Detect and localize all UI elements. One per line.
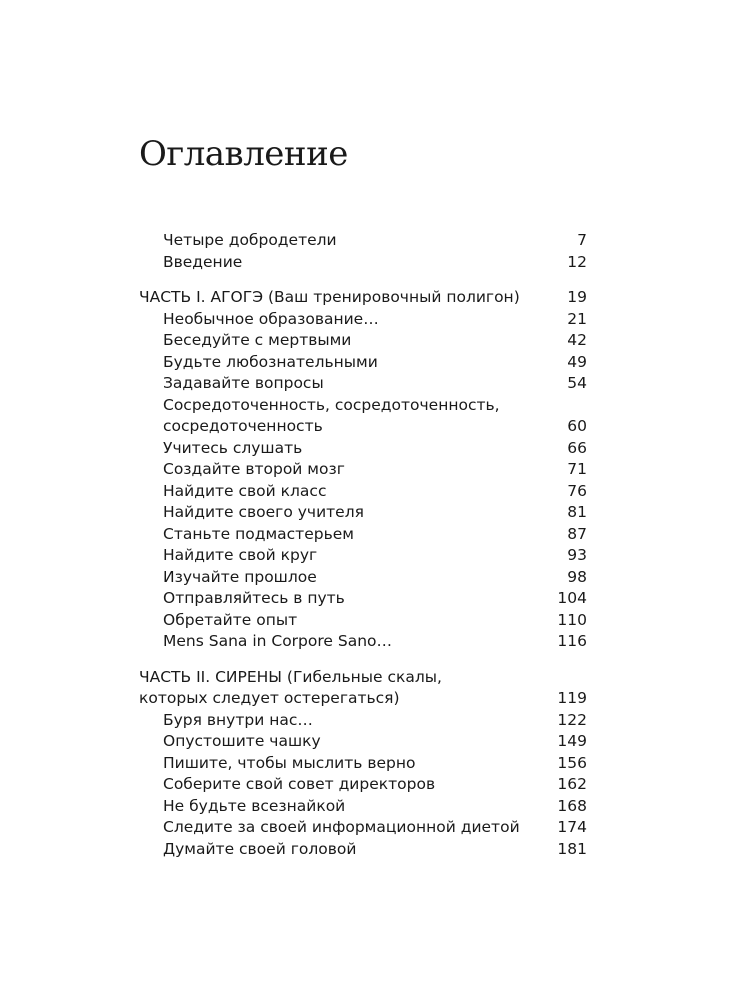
toc-entry (139, 631, 587, 653)
toc-entry (139, 373, 587, 395)
toc-entry-title: Будьте любознательными (163, 352, 378, 371)
toc-entry-page: 156 (557, 753, 587, 772)
toc-entry-page: 116 (557, 632, 587, 650)
toc-entry-page: 21 (567, 309, 587, 328)
toc-entry-page: 76 (567, 481, 587, 500)
toc-entry-page: 7 (577, 231, 587, 249)
toc-entry-title: Станьте подмастерьем (163, 524, 354, 543)
toc-entry (139, 796, 587, 818)
toc-entry (139, 230, 587, 252)
toc-entry-title: Соберите свой совет директоров (163, 775, 436, 793)
toc-entry-page: 81 (567, 503, 587, 521)
toc-part-page: 19 (567, 288, 587, 306)
toc-entry-page: 181 (557, 839, 587, 858)
toc-entry-title: Отправляйтесь в путь (163, 589, 345, 607)
toc-entry (139, 438, 587, 460)
toc-entry-title: Найдите свой класс (163, 481, 327, 500)
toc-entry (139, 710, 587, 732)
toc-entry-page: 93 (567, 546, 587, 564)
toc-entry (139, 567, 587, 589)
toc-entry (139, 774, 587, 796)
toc-entry-title: Не будьте всезнайкой (163, 796, 346, 815)
toc-entry-page: 174 (557, 818, 587, 836)
toc-entry-page: 98 (567, 567, 587, 586)
toc-entry (139, 524, 587, 546)
toc-entry-title: Найдите своего учителя (163, 503, 364, 521)
toc-entry-title: Буря внутри нас… (163, 710, 313, 729)
toc-entry-title: Обретайте опыт (163, 610, 298, 629)
toc-entry-page: 104 (557, 589, 587, 607)
toc-entry-line2 (139, 416, 587, 438)
toc-entry-page: 122 (557, 710, 587, 729)
toc-entry-page: 12 (567, 252, 587, 271)
toc-entry-title: Пишите, чтобы мыслить верно (163, 753, 416, 772)
toc-part-heading (139, 287, 587, 309)
toc-entry-title: Думайте своей головой (163, 839, 357, 858)
toc-entry-line1 (139, 395, 587, 417)
toc-part-title: ЧАСТЬ I. АГОГЭ (Ваш тренировочный полигон) (139, 288, 520, 306)
toc-entry (139, 330, 587, 352)
toc-entry-page: 54 (567, 374, 587, 392)
toc-entry-page: 110 (557, 610, 587, 629)
toc-entry-title: Изучайте прошлое (163, 567, 317, 586)
toc-entry (139, 839, 587, 861)
toc-part-heading-line1 (139, 667, 587, 689)
toc-entry-title: сосредоточенность (163, 417, 323, 435)
toc-entry (139, 252, 587, 274)
section-gap (139, 273, 587, 287)
toc-entry-title: Найдите свой круг (163, 546, 318, 564)
page-title: Оглавление (139, 134, 348, 174)
toc-entry-title: Сосредоточенность, сосредоточенность, (163, 395, 500, 414)
toc-entry (139, 610, 587, 632)
toc-entry-page: 42 (567, 331, 587, 349)
toc-entry (139, 753, 587, 775)
toc-entry-page: 49 (567, 352, 587, 371)
toc-entry (139, 731, 587, 753)
toc-part-title: которых следует остерегаться) (139, 689, 400, 707)
toc-part-page: 119 (557, 689, 587, 707)
toc-entry (139, 545, 587, 567)
toc-entry-page: 162 (557, 775, 587, 793)
toc-entry-title: Учитесь слушать (163, 438, 303, 457)
toc-entry-title: Следите за своей информационной диетой (163, 818, 520, 836)
toc-entry-title: Беседуйте с мертвыми (163, 331, 352, 349)
toc-entry-title: Необычное образование… (163, 309, 379, 328)
toc-entry-page: 168 (557, 796, 587, 815)
toc-entry (139, 817, 587, 839)
table-of-contents (139, 230, 587, 860)
toc-entry (139, 502, 587, 524)
section-gap (139, 653, 587, 667)
toc-entry-page: 87 (567, 524, 587, 543)
toc-part-heading-line2 (139, 688, 587, 710)
toc-entry (139, 352, 587, 374)
toc-part-title: ЧАСТЬ II. СИРЕНЫ (Гибельные скалы, (139, 667, 442, 686)
toc-entry-page: 71 (567, 460, 587, 478)
toc-entry (139, 588, 587, 610)
toc-entry-page: 60 (567, 417, 587, 435)
toc-entry-title: Введение (163, 252, 243, 271)
toc-entry-title: Задавайте вопросы (163, 374, 324, 392)
toc-entry (139, 459, 587, 481)
toc-entry-title: Mens Sana in Corpore Sano… (163, 632, 393, 650)
toc-entry (139, 481, 587, 503)
toc-entry-title: Четыре добродетели (163, 231, 337, 249)
toc-entry-title: Опустошите чашку (163, 732, 321, 750)
toc-entry-page: 66 (567, 438, 587, 457)
toc-entry-page: 149 (557, 732, 587, 750)
toc-entry-title: Создайте второй мозг (163, 460, 345, 478)
toc-entry (139, 309, 587, 331)
